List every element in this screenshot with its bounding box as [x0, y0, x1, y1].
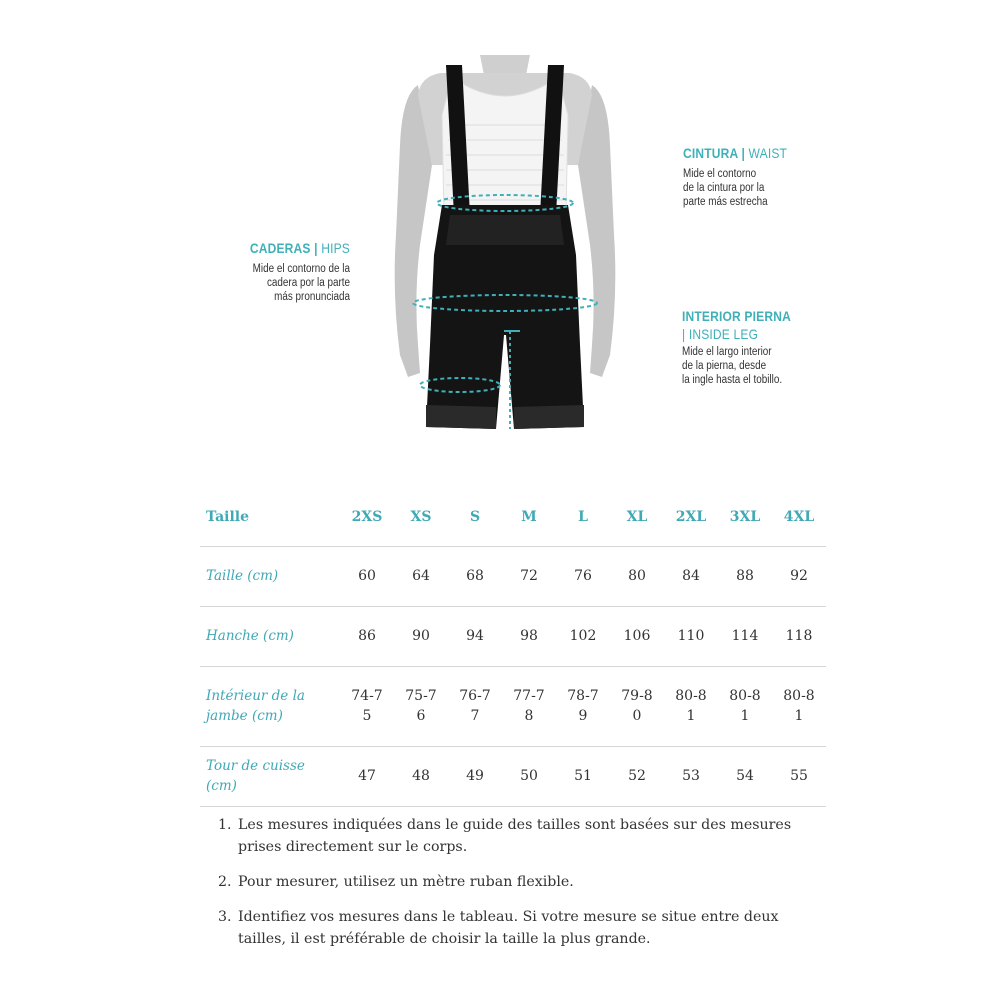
table-cell: 54: [718, 746, 772, 806]
size-header: L: [556, 488, 610, 546]
row-label: Intérieur de la jambe (cm): [200, 666, 340, 746]
table-cell: 48: [394, 746, 448, 806]
table-cell: 49: [448, 746, 502, 806]
note-number: 2.: [218, 874, 232, 890]
hips-title: CADERAS | HIPS: [249, 240, 350, 256]
table-cell: 76: [556, 546, 610, 606]
inside-leg-description-line: de la pierna, desde: [682, 360, 767, 372]
table-cell: 75-76: [394, 666, 448, 746]
table-cell: 110: [664, 606, 718, 666]
table-cell: 51: [556, 746, 610, 806]
table-cell: 118: [772, 606, 826, 666]
inside-leg-title: INTERIOR PIERNA: [682, 308, 791, 324]
table-cell: 50: [502, 746, 556, 806]
bib-shorts-model-illustration: [380, 55, 630, 435]
row-label: Hanche (cm): [200, 606, 340, 666]
list-item: [218, 906, 823, 950]
header-label: Taille: [200, 488, 340, 546]
size-header: M: [502, 488, 556, 546]
inside-leg-callout: [682, 307, 809, 387]
table-cell: 80-81: [772, 666, 826, 746]
hips-description-line: Mide el contorno de la: [252, 263, 350, 275]
table-cell: 114: [718, 606, 772, 666]
table-cell: 94: [448, 606, 502, 666]
hips-callout: [180, 240, 350, 304]
hips-description-line: cadera por la parte: [266, 277, 350, 289]
note-text: Pour mesurer, utilisez un mètre ruban flexible.: [238, 874, 574, 890]
table-row: [200, 746, 826, 806]
row-label: Tour de cuisse (cm): [200, 746, 340, 806]
table-row: [200, 666, 826, 746]
table-cell: 80-81: [718, 666, 772, 746]
table-cell: 77-78: [502, 666, 556, 746]
inside-leg-description-line: Mide el largo interior: [682, 346, 772, 358]
waist-description-line: de la cintura por la: [683, 182, 765, 194]
table-cell: 106: [610, 606, 664, 666]
waist-description-line: parte más estrecha: [683, 196, 768, 208]
size-header: 2XL: [664, 488, 718, 546]
note-number: 1.: [218, 817, 232, 833]
inside-leg-description-line: la ingle hasta el tobillo.: [682, 374, 783, 386]
table-cell: 90: [394, 606, 448, 666]
table-cell: 92: [772, 546, 826, 606]
table-cell: 68: [448, 546, 502, 606]
table-cell: 80-81: [664, 666, 718, 746]
row-label: Taille (cm): [200, 546, 340, 606]
table-cell: 52: [610, 746, 664, 806]
size-header: XS: [394, 488, 448, 546]
table-cell: 79-80: [610, 666, 664, 746]
list-item: [218, 814, 823, 858]
inside-leg-title-en: | INSIDE LEG: [682, 326, 759, 342]
measurement-notes: [218, 814, 823, 963]
table-cell: 64: [394, 546, 448, 606]
note-text: Les mesures indiquées dans le guide des tailles sont basées sur des mesures prises directement sur le corps.: [238, 817, 792, 855]
table-cell: 53: [664, 746, 718, 806]
hips-description-line: más pronunciada: [274, 291, 350, 303]
table-row: [200, 606, 826, 666]
table-row: [200, 546, 826, 606]
table-cell: 80: [610, 546, 664, 606]
table-cell: 72: [502, 546, 556, 606]
size-header: 2XS: [340, 488, 394, 546]
model-figure: [380, 55, 630, 435]
size-header: 4XL: [772, 488, 826, 546]
table-cell: 55: [772, 746, 826, 806]
table-cell: 88: [718, 546, 772, 606]
waist-description-line: Mide el contorno: [683, 168, 757, 180]
size-header: S: [448, 488, 502, 546]
size-header: XL: [610, 488, 664, 546]
table-cell: 98: [502, 606, 556, 666]
waist-title: CINTURA | WAIST: [683, 145, 788, 161]
table-cell: 60: [340, 546, 394, 606]
table-cell: 86: [340, 606, 394, 666]
note-text: Identifiez vos mesures dans le tableau. Si votre mesure se situe entre deux tailles, il est préférable de choisir la taille la plus grande.: [238, 909, 779, 947]
table-header-row: [200, 488, 826, 546]
note-number: 3.: [218, 909, 232, 925]
table-cell: 74-75: [340, 666, 394, 746]
list-item: [218, 871, 823, 893]
table-cell: 76-77: [448, 666, 502, 746]
table-cell: 47: [340, 746, 394, 806]
table-cell: 84: [664, 546, 718, 606]
size-chart-table: [200, 488, 826, 807]
size-header: 3XL: [718, 488, 772, 546]
waist-callout: [683, 145, 804, 209]
table-cell: 78-79: [556, 666, 610, 746]
table-cell: 102: [556, 606, 610, 666]
